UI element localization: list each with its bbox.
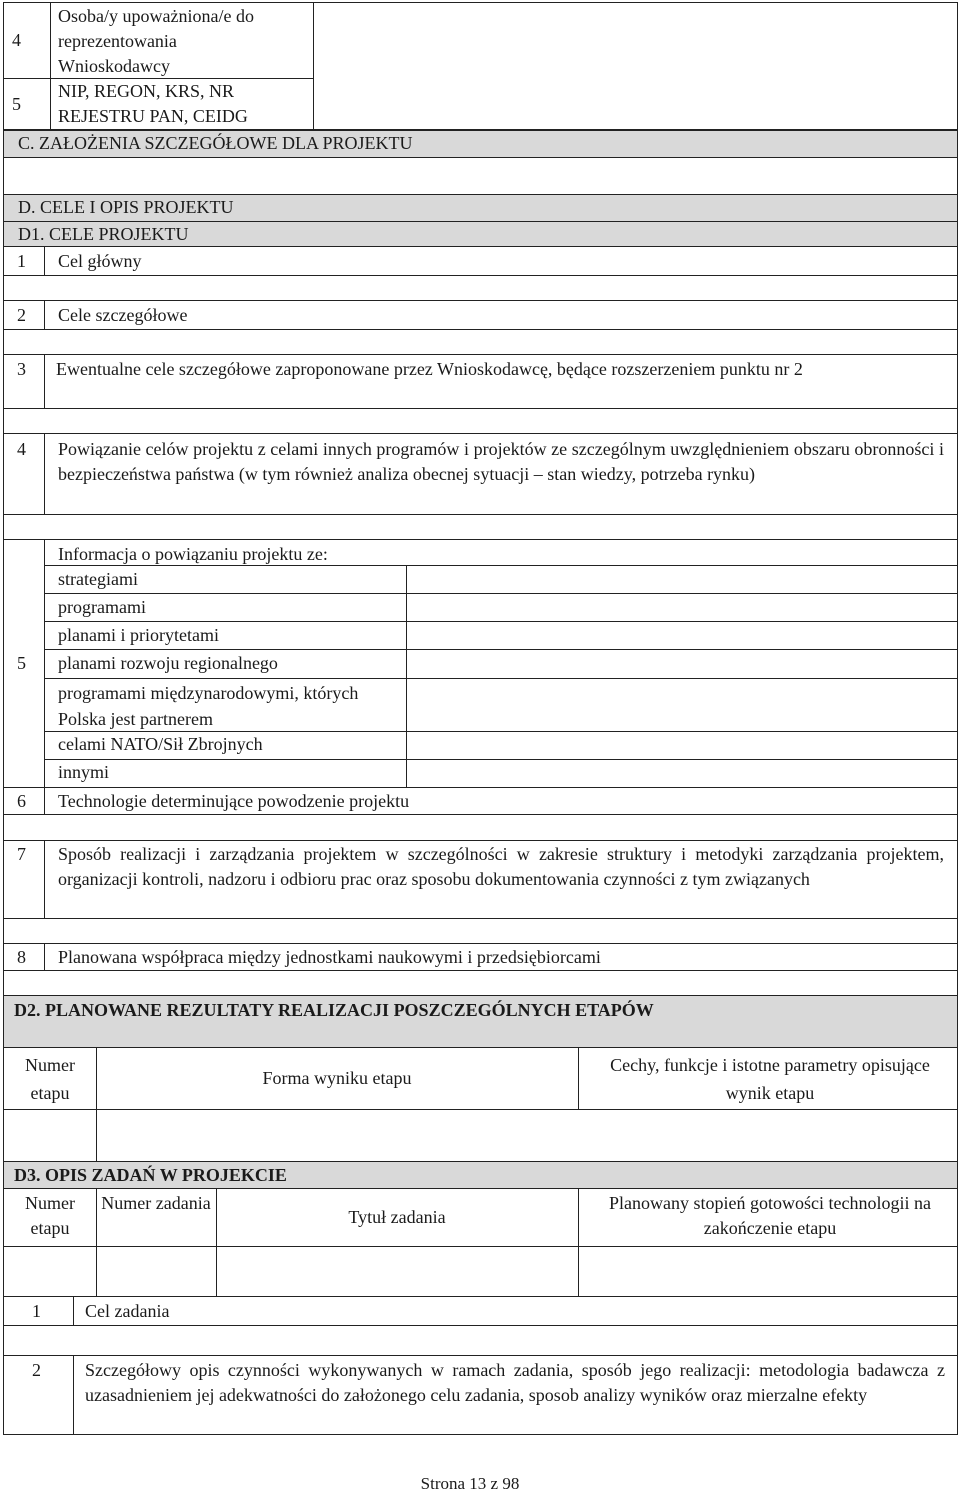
technologies-field[interactable] (3, 814, 958, 841)
row-number: 4 (12, 30, 21, 50)
row-number: 7 (17, 844, 26, 864)
page-number: Strona 13 z 98 (420, 1474, 520, 1493)
strategies-label: strategiami (58, 569, 138, 589)
regional-plans-field[interactable] (407, 650, 957, 678)
main-goal-label: Cel główny (58, 251, 142, 271)
row-number: 1 (17, 251, 26, 271)
row-number: 2 (17, 305, 26, 325)
d1-title: D1. CELE PROJEKTU (18, 224, 189, 244)
task-title-header: Tytuł zadania (348, 1207, 446, 1227)
d3-readiness-field[interactable] (579, 1247, 957, 1296)
task-number-header: Numer zadania (101, 1193, 211, 1213)
international-programs-label: programami międzynarodowymi, których Polska jest partnerem (58, 683, 359, 729)
d3-stage-number-header: Numer etapu (25, 1193, 75, 1238)
row-number: 6 (17, 791, 26, 811)
goals-relation-field[interactable] (3, 514, 958, 540)
programs-label: programami (58, 597, 146, 617)
specific-goals-label: Cele szczegółowe (58, 305, 188, 325)
programs-field[interactable] (407, 594, 957, 621)
row-number: 1 (32, 1301, 41, 1321)
task-goal-label: Cel zadania (85, 1301, 170, 1321)
row-number: 5 (12, 94, 21, 114)
specific-goals-field[interactable] (3, 329, 958, 355)
task-details-label: Szczegółowy opis czynności wykonywanych w ramach zadania, sposób jego realizacji: metodologia badawcza z uzasadnieniem jej adekwatności do założonego celu zadania, sposob analizy wyników oraz mierzalne efekty (85, 1360, 945, 1405)
regional-plans-label: planami rozwoju regionalnego (58, 653, 278, 673)
nato-goals-label: celami NATO/Sił Zbrojnych (58, 734, 263, 754)
plans-priorities-label: planami i priorytetami (58, 625, 219, 645)
representative-label: Osoba/y upoważniona/e do reprezentowania Wnioskodawcy (58, 6, 254, 76)
d2-result-field[interactable] (97, 1110, 957, 1161)
task-goal-field[interactable] (3, 1325, 958, 1356)
section-c-title: C. ZAŁOŻENIA SZCZEGÓŁOWE DLA PROJEKTU (18, 133, 413, 153)
relation-info-heading: Informacja o powiązaniu projektu ze: (58, 544, 328, 564)
registry-field[interactable] (313, 79, 958, 130)
result-features-header: Cechy, funkcje i istotne parametry opisujące wynik etapu (610, 1055, 930, 1103)
others-field[interactable] (407, 760, 957, 787)
row-number: 3 (17, 359, 26, 379)
d3-title: D3. OPIS ZADAŃ W PROJEKCIE (14, 1165, 287, 1185)
row-number: 4 (17, 439, 26, 459)
result-form-header: Forma wyniku etapu (262, 1068, 412, 1088)
d2-stage-number-field[interactable] (4, 1110, 96, 1161)
nato-goals-field[interactable] (407, 732, 957, 759)
registry-label: NIP, REGON, KRS, NR REJESTRU PAN, CEIDG (58, 81, 248, 126)
d1-item-1-row (3, 246, 958, 276)
technologies-label: Technologie determinujące powodzenie projektu (58, 791, 410, 811)
d2-title: D2. PLANOWANE REZULTATY REALIZACJI POSZCZEGÓLNYCH ETAPÓW (14, 1000, 654, 1020)
cooperation-label: Planowana współpraca między jednostkami naukowymi i przedsiębiorcami (58, 947, 601, 967)
strategies-field[interactable] (407, 566, 957, 593)
management-method-field[interactable] (3, 918, 958, 944)
section-d-title: D. CELE I OPIS PROJEKTU (18, 197, 234, 217)
row-number: 8 (17, 947, 26, 967)
additional-goals-field[interactable] (3, 408, 958, 434)
d3-task-title-field[interactable] (217, 1247, 578, 1296)
management-method-label: Sposób realizacji i zarządzania projektem w szczególności w zakresie struktury i metodyki zarządzania projektem, organizacji kontroli, nadzoru i odbioru prac oraz sposobu dokumentowania czynności z tym związanych (58, 844, 944, 889)
representative-field[interactable] (313, 2, 958, 78)
main-goal-field[interactable] (3, 275, 958, 301)
row-number: 2 (32, 1360, 41, 1380)
others-label: innymi (58, 762, 110, 782)
readiness-level-header: Planowany stopień gotowości technologii na zakończenie etapu (609, 1193, 931, 1238)
plans-priorities-field[interactable] (407, 622, 957, 649)
stage-number-header: Numer etapu (25, 1055, 75, 1103)
goals-relation-label: Powiązanie celów projektu z celami innych programów i projektów ze szczególnym uwzględnieniem obszaru obronności i bezpieczeństwa państwa (w tym również analiza obecnej sytuacji – stan wiedzy, potrzeba rynku) (58, 439, 944, 484)
cooperation-field[interactable] (3, 970, 958, 996)
d3-stage-number-field[interactable] (4, 1247, 96, 1296)
international-programs-field[interactable] (407, 679, 957, 731)
section-c-field[interactable] (3, 157, 958, 195)
additional-goals-label: Ewentualne cele szczegółowe zaproponowane przez Wnioskodawcę, będące rozszerzeniem punktu nr 2 (56, 359, 803, 379)
row-number: 5 (17, 653, 26, 673)
d3-task-number-field[interactable] (97, 1247, 216, 1296)
